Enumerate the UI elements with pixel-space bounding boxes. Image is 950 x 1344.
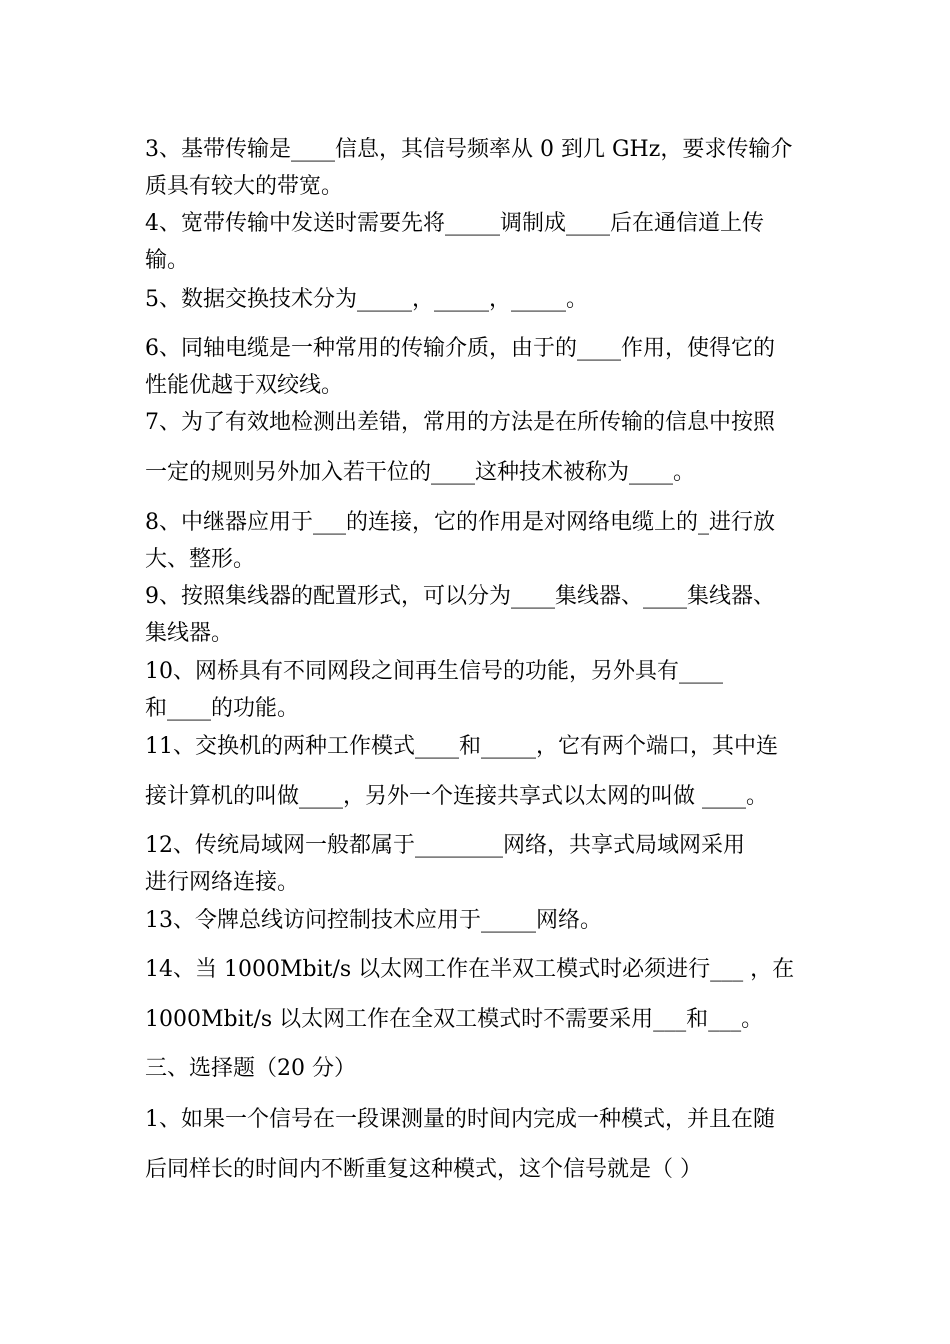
question-7-line-1: 7、为了有效地检测出差错，常用的方法是在所传输的信息中按照	[145, 410, 775, 435]
section-heading: 三、选择题（20 分）	[145, 1056, 356, 1081]
question-4-line-2: 输。	[145, 248, 190, 273]
choice-1-line-2: 后同样长的时间内不断重复这种模式，这个信号就是（ ）	[145, 1157, 702, 1182]
question-11-line-2: 接计算机的叫做____，另外一个连接共享式以太网的叫做 ____。	[145, 784, 768, 809]
question-9-line-1: 9、按照集线器的配置形式，可以分为____集线器、____集线器、	[145, 584, 775, 609]
question-13-line-1: 13、令牌总线访问控制技术应用于_____网络。	[145, 908, 602, 933]
question-6-line-1: 6、同轴电缆是一种常用的传输介质，由于的____作用，使得它的	[145, 336, 775, 361]
question-4-line-1: 4、宽带传输中发送时需要先将_____调制成____后在通信道上传	[145, 211, 764, 236]
question-3-line-2: 质具有较大的带宽。	[145, 174, 344, 199]
question-3-line-1: 3、基带传输是____信息，其信号频率从 0 到几 GHz，要求传输介	[145, 137, 793, 162]
question-8-line-1: 8、中继器应用于___的连接，它的作用是对网络电缆上的_进行放	[145, 510, 775, 535]
question-12-line-1: 12、传统局域网一般都属于________网络，共享式局域网采用	[145, 833, 745, 858]
question-14-line-1: 14、当 1000Mbit/s 以太网工作在半双工模式时必须进行___ ，在	[145, 957, 795, 982]
question-12-line-2: 进行网络连接。	[145, 870, 300, 895]
question-10-line-2: 和____的功能。	[145, 696, 300, 721]
question-10-line-1: 10、网桥具有不同网段之间再生信号的功能，另外具有____	[145, 659, 723, 684]
question-14-line-2: 1000Mbit/s 以太网工作在全双工模式时不需要采用___和___。	[145, 1007, 764, 1032]
question-11-line-1: 11、交换机的两种工作模式____和_____，它有两个端口，其中连	[145, 734, 778, 759]
question-9-line-2: 集线器。	[145, 621, 234, 646]
choice-1-line-1: 1、如果一个信号在一段课测量的时间内完成一种模式，并且在随	[145, 1107, 775, 1132]
question-6-line-2: 性能优越于双绞线。	[145, 373, 344, 398]
question-8-line-2: 大、整形。	[145, 547, 256, 572]
question-5-line-1: 5、数据交换技术分为_____，_____，_____。	[145, 287, 588, 312]
question-7-line-2: 一定的规则另外加入若干位的____这种技术被称为____。	[145, 460, 696, 485]
